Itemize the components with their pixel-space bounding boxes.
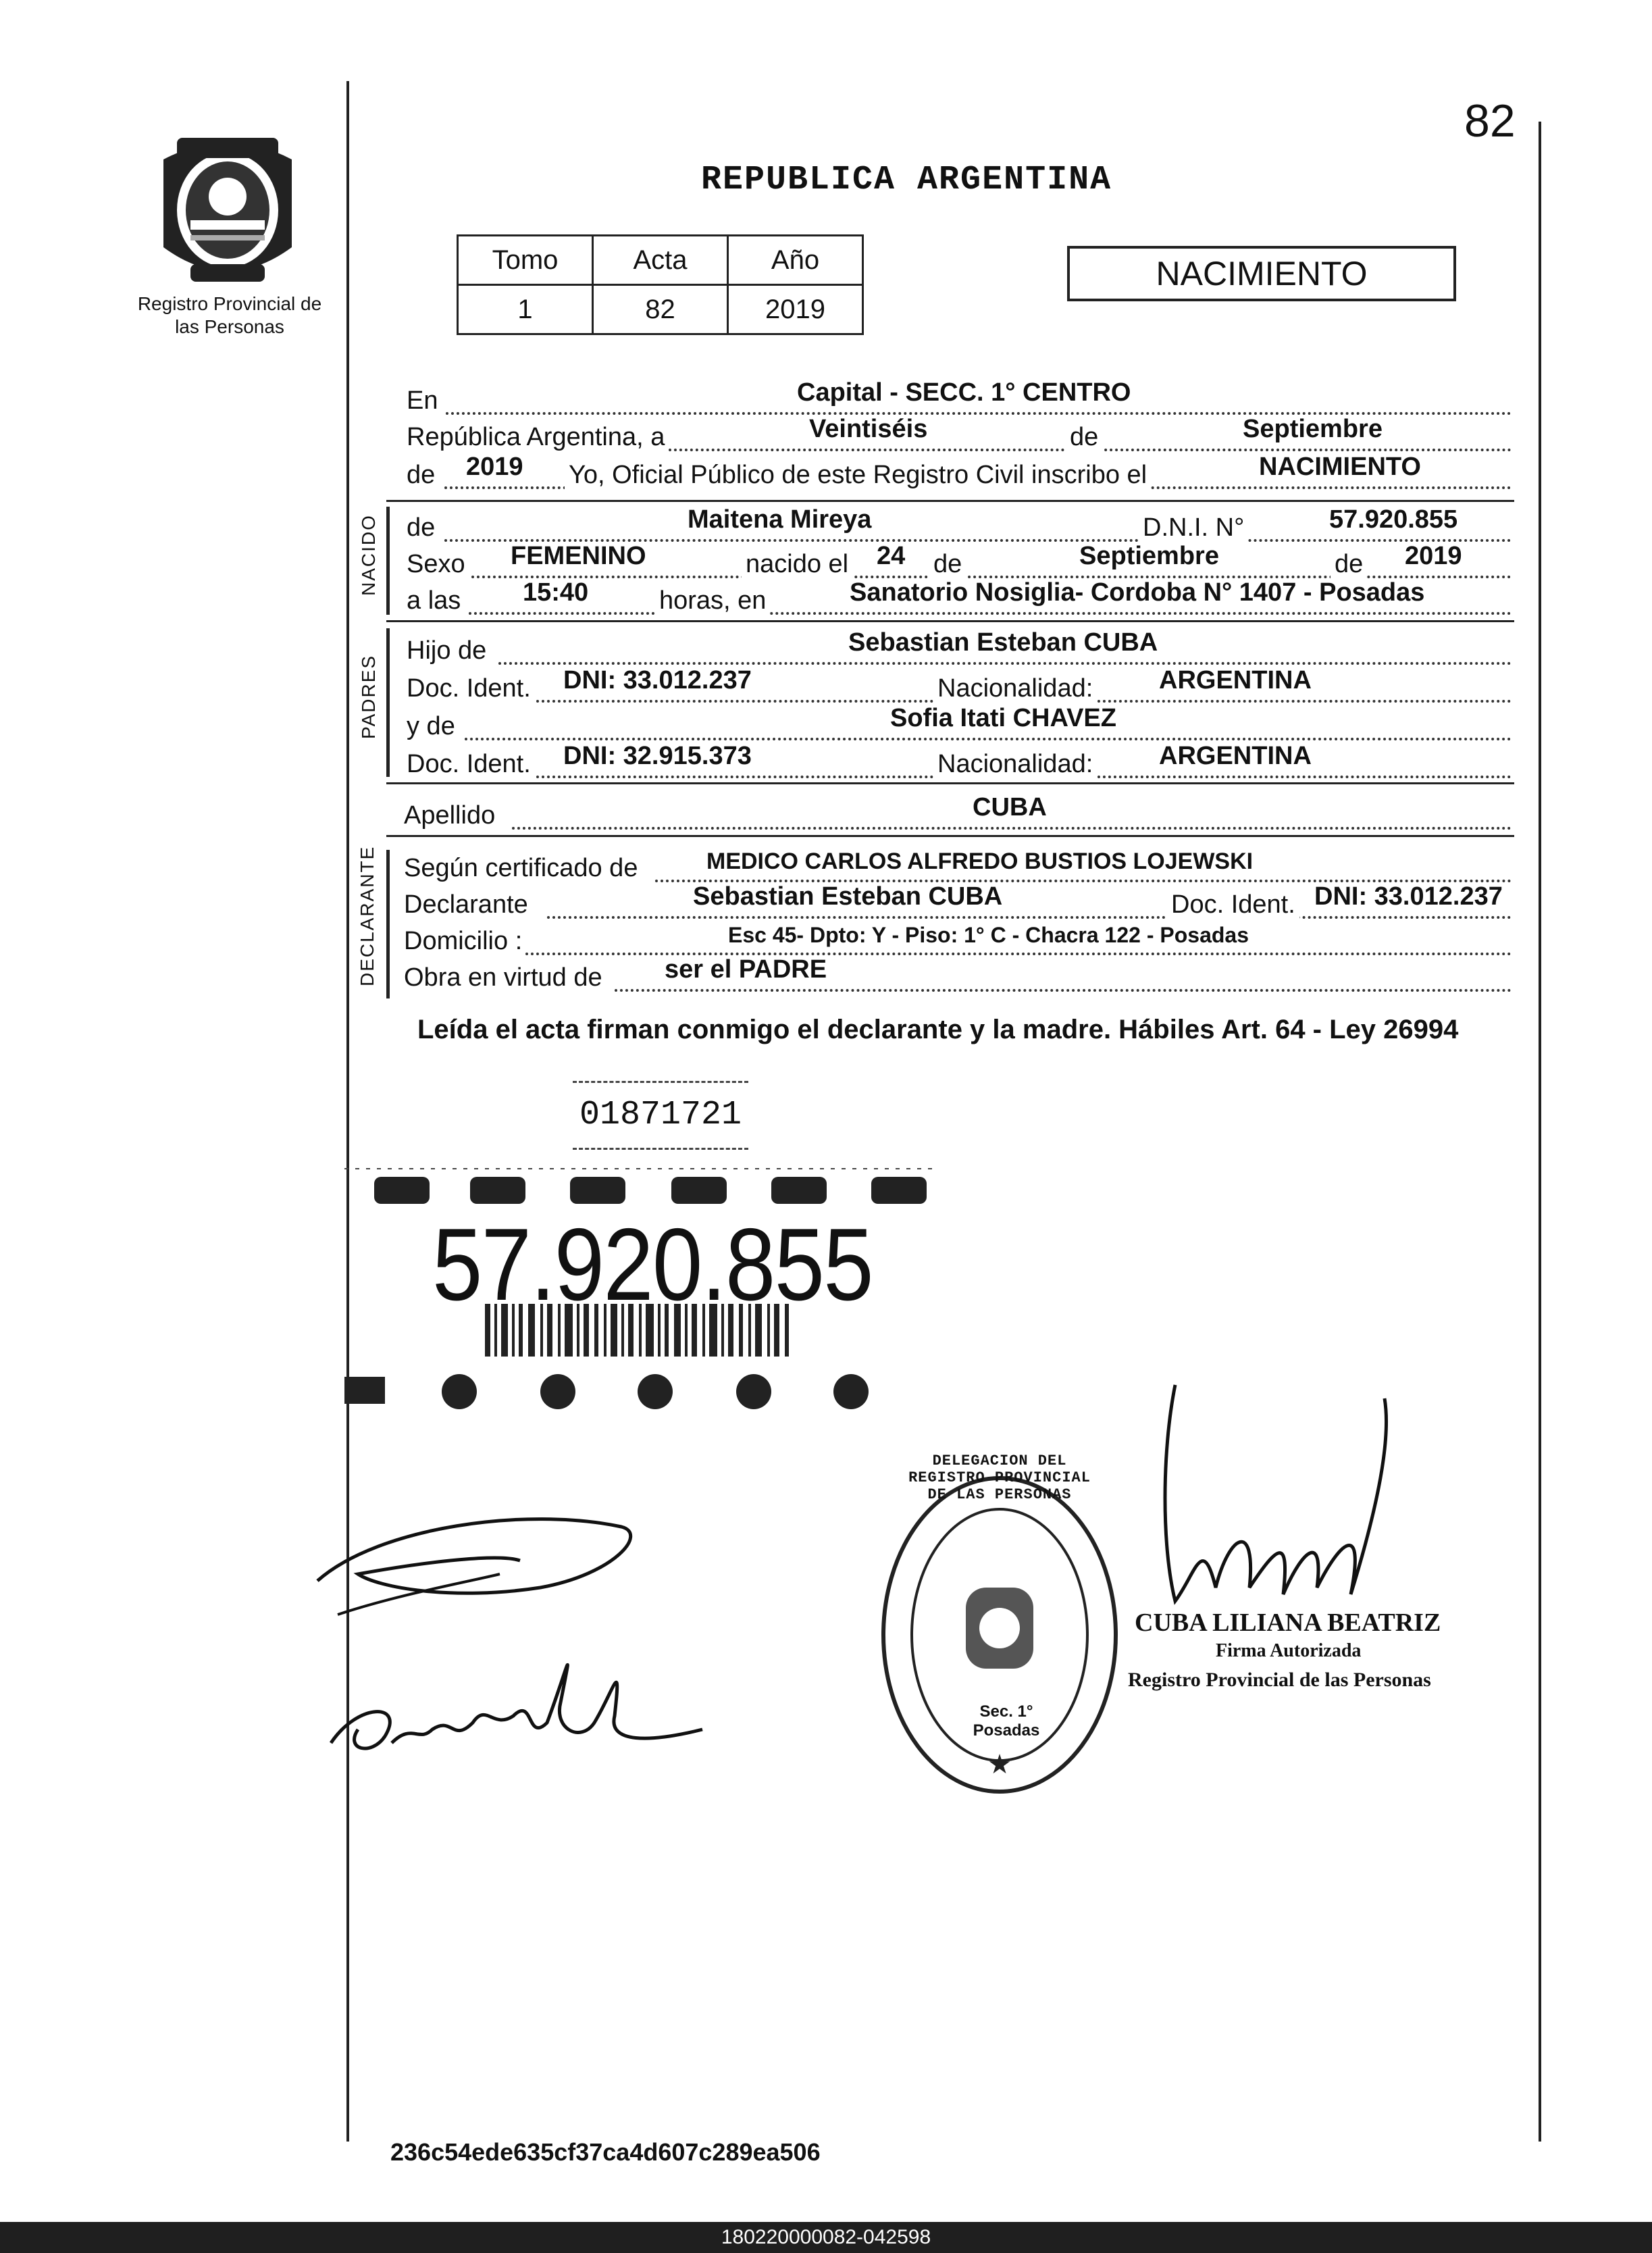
cert-label: Según certificado de [404,854,638,882]
record-type-box: NACIMIENTO [1067,246,1456,301]
serial-number: 01871721 [573,1081,748,1150]
birth-place: Sanatorio Nosiglia- Cordoba N° 1407 - Posadas [850,578,1425,607]
province-logo [150,132,305,295]
left-margin-line [346,81,349,2142]
en-label: En [407,386,438,415]
father-name: Sebastian Esteban CUBA [848,628,1158,657]
nacido-el-label: nacido el [742,550,852,579]
dom-value: Esc 45- Dpto: Y - Piso: 1° C - Chacra 122 - Posadas [728,923,1249,947]
dni-label: D.N.I. N° [1139,513,1248,542]
authorizer-role: Firma Autorizada [1216,1640,1362,1661]
page-number: 82 [1464,95,1516,147]
oficial-text: Yo, Oficial Público de este Registro Civil inscribo el [565,461,1151,490]
tomo-acta-ano-table [457,234,864,335]
right-margin-line [1539,122,1541,2142]
decl-doc: DNI: 33.012.237 [1314,882,1503,911]
horas-label: horas, en [655,586,770,615]
decl-name: Sebastian Esteban CUBA [693,882,1003,911]
en-value: Capital - SECC. 1° CENTRO [797,378,1131,407]
country-title: REPUBLICA ARGENTINA [701,161,1112,199]
sexo-label: Sexo [407,550,465,578]
child-dni: 57.920.855 [1329,505,1458,534]
nacido-section-label: NACIDO [358,514,379,596]
acta-value: 82 [593,285,728,334]
nac-label-2: Nacionalidad: [933,750,1097,779]
birth-month: Septiembre [1079,542,1219,570]
official-seal [878,1473,1121,1797]
declarant-signature [297,1500,729,1783]
de-label-2: de [929,550,966,579]
row-obra [404,955,1512,1000]
mother-name: Sofia Itati CHAVEZ [890,704,1116,732]
father-doc: DNI: 33.012.237 [563,666,752,694]
year-value: 2019 [466,453,523,481]
tomo-header: Tomo [458,236,593,285]
birth-year: 2019 [1405,542,1462,570]
a-las-label: a las [407,586,461,615]
birth-day: 24 [877,542,906,570]
de-label: de [1066,423,1102,452]
ano-value: 2019 [728,285,863,334]
child-name: Maitena Mireya [688,505,872,534]
doc-label: Doc. Ident. [407,674,531,703]
seal-ring-text: DELEGACION DEL REGISTRO PROVINCIAL DE LAS PERSONAS [908,1452,1091,1503]
row-year [404,453,1512,497]
apellido-label: Apellido [404,801,496,830]
svg-text:★: ★ [987,1750,1012,1779]
footer-code: 180220000082-042598 [0,2222,1652,2253]
father-nationality: ARGENTINA [1159,666,1312,694]
row-mother-doc [404,742,1512,786]
acta-header: Acta [593,236,728,285]
document-hash: 236c54ede635cf37ca4d607c289ea506 [390,2138,821,2166]
month-value: Septiembre [1243,415,1383,443]
row-domicilio [404,923,1512,963]
decl-label: Declarante [404,890,528,919]
authorizer-org: Registro Provincial de las Personas [1128,1669,1431,1691]
closing-note: Leída el acta firman conmigo el declarante y la madre. Hábiles Art. 64 - Ley 26994 [417,1015,1459,1044]
day-value: Veintiséis [809,415,928,443]
tomo-value: 1 [458,285,593,334]
row-hora [404,578,1512,623]
row-declarante [404,882,1512,927]
de-label-3: de [1331,550,1367,579]
sexo-value: FEMENINO [511,542,646,570]
de-label: de [407,513,436,542]
cert-value: MEDICO CARLOS ALFREDO BUSTIOS LOJEWSKI [706,849,1254,874]
mother-nationality: ARGENTINA [1159,742,1312,770]
doc-label-2: Doc. Ident. [407,750,531,778]
decl-doc-label: Doc. Ident. [1167,890,1299,919]
ano-header: Año [728,236,863,285]
obra-value: ser el PADRE [665,955,827,984]
apellido-value: CUBA [973,793,1047,821]
republica-label: República Argentina, a [407,423,665,451]
obra-label: Obra en virtud de [404,963,602,992]
mother-doc: DNI: 32.915.373 [563,742,752,770]
event-value: NACIMIENTO [1259,453,1421,481]
y-de-label: y de [407,712,455,740]
birth-time: 15:40 [523,578,589,607]
year-prefix: de [407,461,436,489]
hijo-label: Hijo de [407,636,487,665]
logo-caption: Registro Provincial de las Personas [137,293,322,337]
nac-label: Nacionalidad: [933,674,1097,703]
dni-sticker-number: 57.920.855 [432,1207,873,1322]
row-apellido [404,793,1512,838]
authorizer-name: CUBA LILIANA BEATRIZ [1135,1609,1441,1637]
padres-section-label: PADRES [358,654,379,739]
dom-label: Domicilio : [404,927,523,955]
seal-inner-text: Sec. 1° Posadas [973,1702,1040,1740]
declarante-section-label: DECLARANTE [357,845,378,986]
